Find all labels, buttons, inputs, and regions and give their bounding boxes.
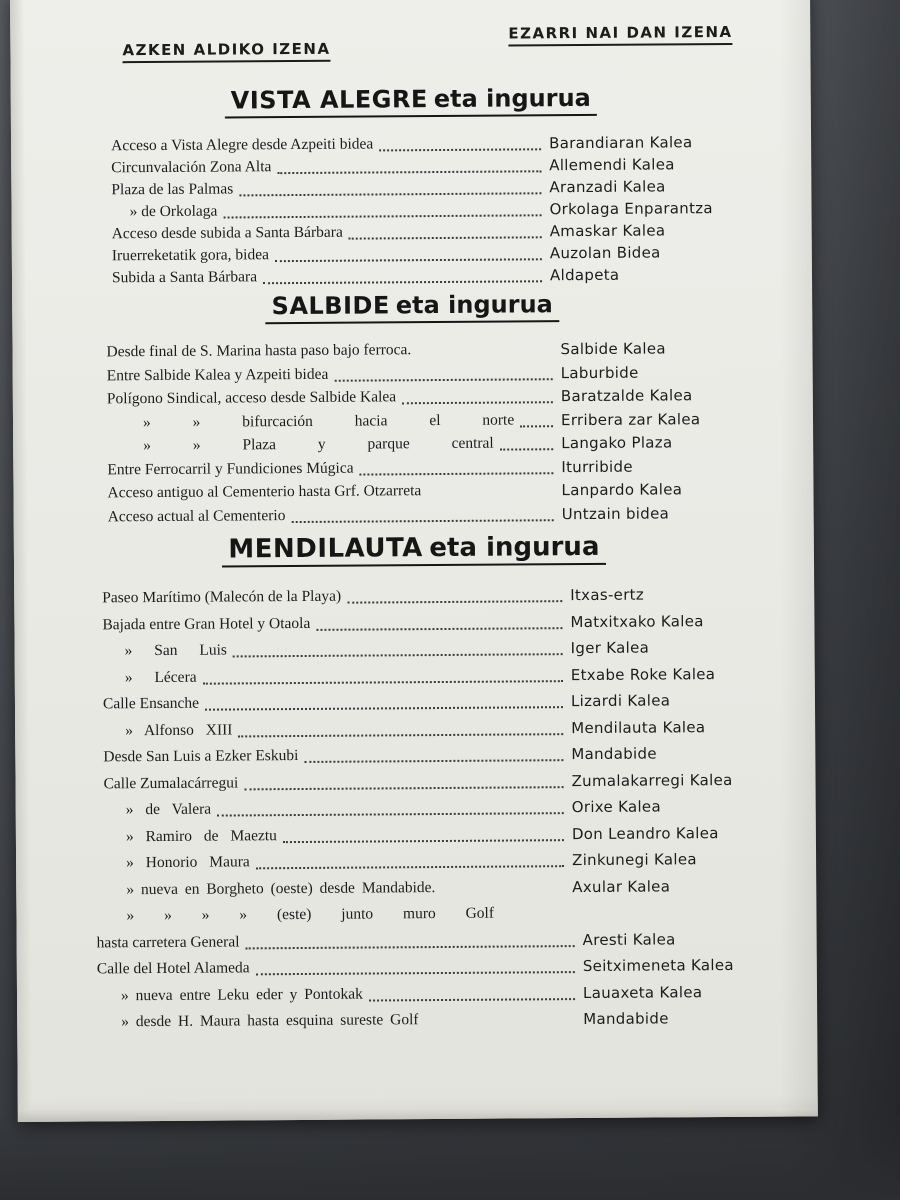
old-street-name: Calle del Hotel Alameda	[96, 959, 250, 978]
old-street-name: Desde San Luis a Ezker Eskubi	[103, 747, 299, 766]
old-street-name: Polígono Sindical, acceso desde Salbide Kalea	[106, 388, 397, 408]
leader-dots	[203, 679, 563, 685]
new-street-name: Lizardi Kalea	[570, 691, 671, 711]
section-name: VISTA ALEGRE	[230, 85, 428, 115]
old-street-name: » San Luis	[124, 641, 227, 660]
old-street-name: » Honorio Maura	[126, 853, 250, 872]
section-title-vista-alegre	[11, 82, 811, 120]
old-street-name: » desde H. Maura hasta esquina sureste Golf	[121, 1011, 419, 1031]
leader-dots	[369, 997, 575, 1001]
old-street-name: » » » » (este) junto muro Golf	[126, 904, 495, 925]
new-street-name: Amaskar Kalea	[549, 221, 666, 241]
section-suffix: eta ingurua	[433, 83, 591, 114]
new-street-name: Don Leandro Kalea	[571, 823, 719, 843]
new-street-name: Itxas-ertz	[570, 585, 645, 605]
new-street-name: Salbide Kalea	[560, 339, 666, 359]
old-street-name: Acceso antiguo al Cementerio hasta Grf. Otzarreta	[107, 482, 422, 502]
leader-dots	[246, 944, 575, 949]
new-street-name: Iger Kalea	[570, 638, 650, 658]
leader-dots	[233, 652, 563, 657]
old-street-name: Entre Salbide Kalea y Azpeiti bidea	[106, 365, 329, 384]
leader-dots	[277, 169, 541, 174]
section-suffix: eta ingurua	[395, 290, 553, 320]
section-name: MENDILAUTA	[228, 533, 423, 565]
section-suffix: eta ingurua	[429, 531, 600, 564]
leader-dots	[256, 970, 575, 975]
table-shadow	[0, 1110, 900, 1200]
new-street-name: Axular Kalea	[572, 876, 671, 896]
leader-dots	[402, 400, 553, 404]
old-street-name: Acceso desde subida a Santa Bárbara	[111, 223, 343, 243]
leader-dots	[256, 864, 564, 869]
old-street-name: » Lécera	[124, 668, 197, 686]
section-name: SALBIDE	[271, 291, 390, 321]
section-list-salbide	[12, 336, 813, 530]
old-street-name: » Alfonso XIII	[125, 720, 233, 739]
leader-dots	[217, 811, 564, 816]
leader-dots	[239, 191, 541, 196]
old-street-name: Paseo Marítimo (Malecón de la Playa)	[102, 587, 342, 607]
new-street-name: Lauaxeta Kalea	[582, 982, 703, 1002]
leader-dots	[379, 147, 541, 151]
old-street-name: Calle Zumalacárregui	[103, 773, 239, 792]
old-street-name: Entre Ferrocarril y Fundiciones Múgica	[107, 459, 354, 478]
new-street-name: Mandabide	[571, 744, 657, 764]
leader-dots	[359, 471, 553, 475]
old-street-name: Calle Ensanche	[102, 694, 200, 713]
leader-dots	[224, 213, 542, 218]
old-street-name: » nueva en Borgheto (oeste) desde Mandabide.	[126, 878, 436, 898]
old-street-name: Bajada entre Gran Hotel y Otaola	[102, 614, 311, 633]
new-street-name: Orkolaga Enparantza	[549, 199, 713, 219]
new-street-name: Orixe Kalea	[571, 797, 661, 817]
new-street-name: Aresti Kalea	[582, 929, 676, 949]
leader-dots	[292, 518, 554, 523]
old-street-name: » de Orkolaga	[129, 202, 218, 221]
leader-dots	[316, 626, 562, 631]
old-name-column-header: AZKEN ALDIKO IZENA	[122, 40, 330, 63]
new-street-name: Aranzadi Kalea	[549, 177, 666, 197]
old-street-name: hasta carretera General	[96, 932, 240, 951]
leader-dots	[283, 838, 564, 843]
new-street-name: Baratzalde Kalea	[560, 386, 693, 406]
leader-dots	[205, 705, 563, 710]
old-street-name: » de Valera	[125, 800, 212, 819]
new-street-name: Zumalakarregi Kalea	[571, 770, 733, 790]
new-street-name: Langako Plaza	[561, 433, 673, 453]
document-page	[10, 0, 818, 1122]
old-street-name: » Ramiro de Maeztu	[125, 826, 277, 845]
new-street-name: Erribera zar Kalea	[560, 409, 701, 429]
leader-dots	[500, 447, 553, 450]
new-street-name: Etxabe Roke Kalea	[570, 664, 716, 684]
old-street-name: Acceso actual al Cementerio	[107, 506, 286, 525]
leader-dots	[520, 424, 553, 427]
old-street-name: Desde final de S. Marina hasta paso bajo ferroca.	[106, 341, 412, 361]
old-street-name: » nueva entre Leku eder y Pontokak	[120, 985, 363, 1004]
new-street-name: Aldapeta	[549, 265, 620, 285]
section-list-mendilauta	[14, 582, 817, 1038]
new-street-name: Laburbide	[560, 363, 639, 382]
new-street-name: Allemendi Kalea	[549, 155, 675, 175]
old-street-name: Plaza de las Palmas	[111, 180, 234, 199]
new-street-name: Zinkunegi Kalea	[572, 850, 697, 870]
list-item	[14, 501, 814, 530]
new-street-name: Mandabide	[583, 1009, 669, 1029]
new-name-column-header: EZARRI NAI DAN IZENA	[508, 23, 732, 47]
new-street-name: Auzolan Bidea	[549, 243, 661, 263]
leader-dots	[245, 785, 564, 790]
leader-dots	[275, 257, 542, 262]
section-title-mendilauta	[14, 530, 814, 569]
old-street-name: Acceso a Vista Alegre desde Azpeiti bidea	[111, 135, 374, 155]
old-street-name: » » bifurcación hacia el norte	[142, 410, 515, 431]
old-street-name: Circunvalación Zona Alta	[111, 158, 272, 177]
leader-dots	[238, 732, 563, 737]
leader-dots	[263, 279, 542, 284]
new-street-name: Mendilauta Kalea	[571, 717, 706, 737]
leader-dots	[304, 758, 563, 763]
list-item	[17, 1006, 817, 1038]
leader-dots	[349, 235, 542, 239]
old-street-name: Iruerreketatik gora, bidea	[111, 246, 269, 265]
section-title-salbide	[12, 288, 812, 326]
new-street-name: Seitximeneta Kalea	[582, 955, 734, 976]
section-list-vista-alegre	[11, 130, 812, 290]
new-street-name: Matxitxako Kalea	[570, 611, 704, 631]
list-item	[12, 262, 812, 290]
new-street-name: Barandiaran Kalea	[549, 133, 693, 153]
new-street-name: Lanpardo Kalea	[561, 480, 683, 500]
new-street-name: Iturribide	[561, 457, 633, 476]
old-street-name: » » Plaza y parque central	[143, 434, 494, 455]
new-street-name: Untzain bidea	[561, 503, 670, 523]
old-street-name: Subida a Santa Bárbara	[111, 268, 258, 287]
leader-dots	[347, 599, 562, 604]
leader-dots	[335, 377, 553, 382]
